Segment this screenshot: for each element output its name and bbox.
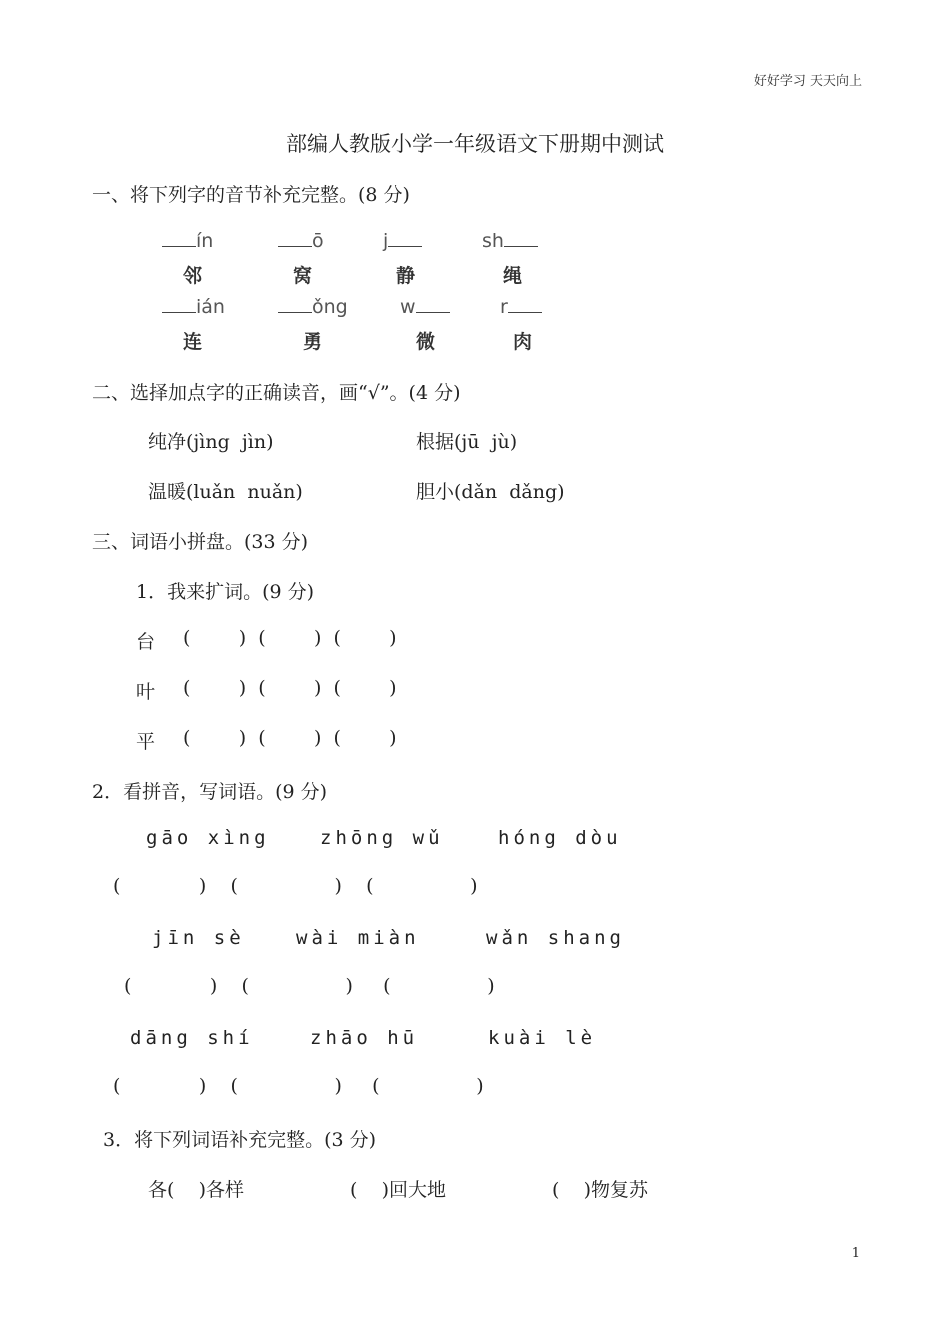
pinyin-9: kuài lè — [488, 1027, 597, 1049]
section-3-heading: 三、词语小拼盘。(33 分) — [92, 531, 309, 553]
syllable-blank-1: ín — [162, 230, 213, 252]
pinyin-3: hóng dòu — [498, 827, 622, 849]
page-title: 部编人教版小学一年级语文下册期中测试 — [286, 132, 664, 156]
question-2-heading: 2．看拼音，写词语。(9 分) — [92, 781, 328, 803]
idiom-fill-3: ( )物复苏 — [552, 1179, 648, 1201]
expand-blanks-2: ( ) ( ) ( ) — [183, 677, 397, 699]
syllable-blank-4: sh — [482, 230, 538, 252]
expand-blanks-3: ( ) ( ) ( ) — [183, 727, 397, 749]
syllable-blank-8: r — [500, 296, 542, 318]
pinyin-8: zhāo hū — [310, 1027, 419, 1049]
answer-blanks-row-1: ( ) ( ) ( ) — [113, 875, 478, 897]
char-lian: 连 — [183, 331, 203, 353]
char-rou: 肉 — [513, 331, 533, 353]
char-jing: 静 — [396, 265, 416, 287]
pinyin-2: zhōng wǔ — [320, 827, 444, 849]
expand-blanks-1: ( ) ( ) ( ) — [183, 627, 397, 649]
expand-char-1: 台 — [136, 631, 156, 653]
question-1-heading: 1．我来扩词。(9 分) — [136, 581, 315, 603]
pinyin-1: gāo xìng — [146, 827, 270, 849]
pronunciation-item-1: 纯净(jìng jìn) — [148, 431, 274, 453]
answer-blanks-row-2: ( ) ( ) ( ) — [124, 975, 495, 997]
expand-char-3: 平 — [136, 731, 156, 753]
section-1-heading: 一、将下列字的音节补充完整。(8 分) — [92, 184, 410, 206]
pronunciation-item-4: 胆小(dǎn dǎng) — [416, 481, 565, 503]
pronunciation-item-3: 温暖(luǎn nuǎn) — [148, 481, 303, 503]
syllable-blank-2: ō — [278, 230, 324, 252]
char-yong: 勇 — [303, 331, 323, 353]
char-wo: 窝 — [293, 265, 313, 287]
pinyin-6: wǎn shang — [486, 927, 625, 949]
pinyin-4: jīn sè — [152, 927, 245, 949]
char-lin: 邻 — [183, 265, 203, 287]
section-2-heading: 二、选择加点字的正确读音，画“√”。(4 分) — [92, 382, 461, 404]
answer-blanks-row-3: ( ) ( ) ( ) — [113, 1075, 484, 1097]
page-header: 好好学习 天天向上 — [753, 74, 862, 89]
pronunciation-item-2: 根据(jū jù) — [416, 431, 518, 453]
syllable-blank-3: j — [383, 230, 422, 252]
syllable-blank-5: ián — [162, 296, 225, 318]
syllable-blank-7: w — [400, 296, 450, 318]
syllable-blank-6: ǒng — [278, 296, 348, 318]
idiom-fill-2: ( )回大地 — [350, 1179, 446, 1201]
char-sheng: 绳 — [503, 265, 523, 287]
idiom-fill-1: 各( )各样 — [148, 1179, 244, 1201]
page-number: 1 — [851, 1246, 860, 1261]
pinyin-7: dāng shí — [130, 1027, 254, 1049]
char-wei: 微 — [416, 331, 436, 353]
expand-char-2: 叶 — [136, 681, 156, 703]
question-3-heading: 3．将下列词语补充完整。(3 分) — [103, 1129, 377, 1151]
pinyin-5: wài miàn — [296, 927, 420, 949]
